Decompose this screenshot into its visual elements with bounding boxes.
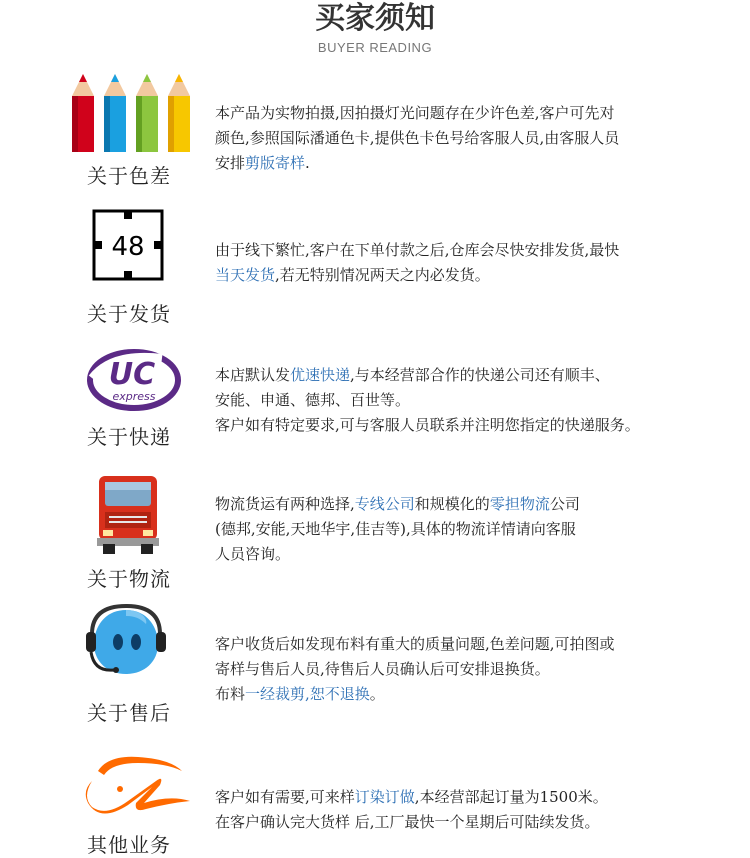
- section-logistics: [0, 470, 750, 595]
- text-line: 寄样与售后人员,待售后人员确认后可安排退换货。: [215, 660, 550, 678]
- section-text: [215, 785, 608, 835]
- section-label: 关于快递: [87, 425, 171, 449]
- highlight-text: 一经裁剪,恕不退换: [245, 685, 370, 703]
- text-line: 客户如有需要,可来样订染订做,本经营部起订量为1500米。: [215, 788, 608, 806]
- section-label: 关于物流: [87, 567, 171, 591]
- alibaba-logo-icon: [78, 751, 196, 821]
- headset-support-icon: [84, 604, 168, 688]
- text-line: 布料一经裁剪,恕不退换。: [215, 685, 385, 703]
- uc-text: UC: [108, 357, 156, 392]
- section-color-difference: [0, 70, 750, 190]
- 48-text: 48: [111, 232, 145, 262]
- section-text: [215, 363, 640, 438]
- 48-hours-icon: [92, 209, 164, 285]
- uc-express-logo-icon: [82, 344, 182, 420]
- highlight-text: 订染订做: [354, 788, 415, 806]
- section-courier: [0, 340, 750, 465]
- truck-icon: [95, 472, 161, 560]
- text-line: 人员咨询。: [215, 545, 291, 563]
- text-line: 由于线下繁忙,客户在下单付款之后,仓库会尽快安排发货,最快: [215, 241, 620, 259]
- section-label: 其他业务: [87, 833, 171, 857]
- text-line: 在客户确认完大货样 后,工厂最快一个星期后可陆续发货。: [215, 813, 600, 831]
- page-subtitle: BUYER READING: [317, 40, 433, 55]
- section-text: [215, 492, 580, 567]
- text-line: 本店默认发优速快递,与本经营部合作的快递公司还有顺丰、: [215, 366, 610, 384]
- highlight-text: 剪版寄样: [245, 154, 306, 172]
- highlight-text: 专线公司: [354, 495, 415, 513]
- text-line: 客户收货后如发现布料有重大的质量问题,色差问题,可拍图或: [215, 635, 615, 653]
- section-after-sales: [0, 600, 750, 730]
- color-pencils-icon: [68, 74, 194, 156]
- highlight-text: 当天发货: [215, 266, 276, 284]
- section-label: 关于售后: [87, 701, 171, 725]
- section-other-business: [0, 745, 750, 858]
- text-line: 安能、申通、德邦、百世等。: [215, 391, 411, 409]
- text-line: 当天发货,若无特别情况两天之内必发货。: [215, 266, 490, 284]
- text-line: 颜色,参照国际潘通色卡,提供色卡色号给客服人员,由客服人员: [215, 129, 620, 147]
- section-text: [215, 238, 619, 288]
- section-text: [215, 632, 615, 707]
- express-text: express: [112, 390, 156, 403]
- section-shipping: [0, 205, 750, 330]
- page-title: 买家须知: [315, 1, 435, 36]
- highlight-text: 优速快递: [290, 366, 351, 384]
- section-text: [215, 101, 619, 176]
- text-line: 物流货运有两种选择,专线公司和规模化的零担物流公司: [215, 495, 580, 513]
- section-label: 关于色差: [87, 164, 171, 188]
- text-line: 安排剪版寄样.: [215, 154, 310, 172]
- text-line: (德邦,安能,天地华宇,佳吉等),具体的物流详情请向客服: [215, 520, 576, 538]
- text-line: 客户如有特定要求,可与客服人员联系并注明您指定的快递服务。: [215, 416, 640, 434]
- section-label: 关于发货: [87, 302, 171, 326]
- text-line: 本产品为实物拍摄,因拍摄灯光问题存在少许色差,客户可先对: [215, 104, 615, 122]
- highlight-text: 零担物流: [489, 495, 550, 513]
